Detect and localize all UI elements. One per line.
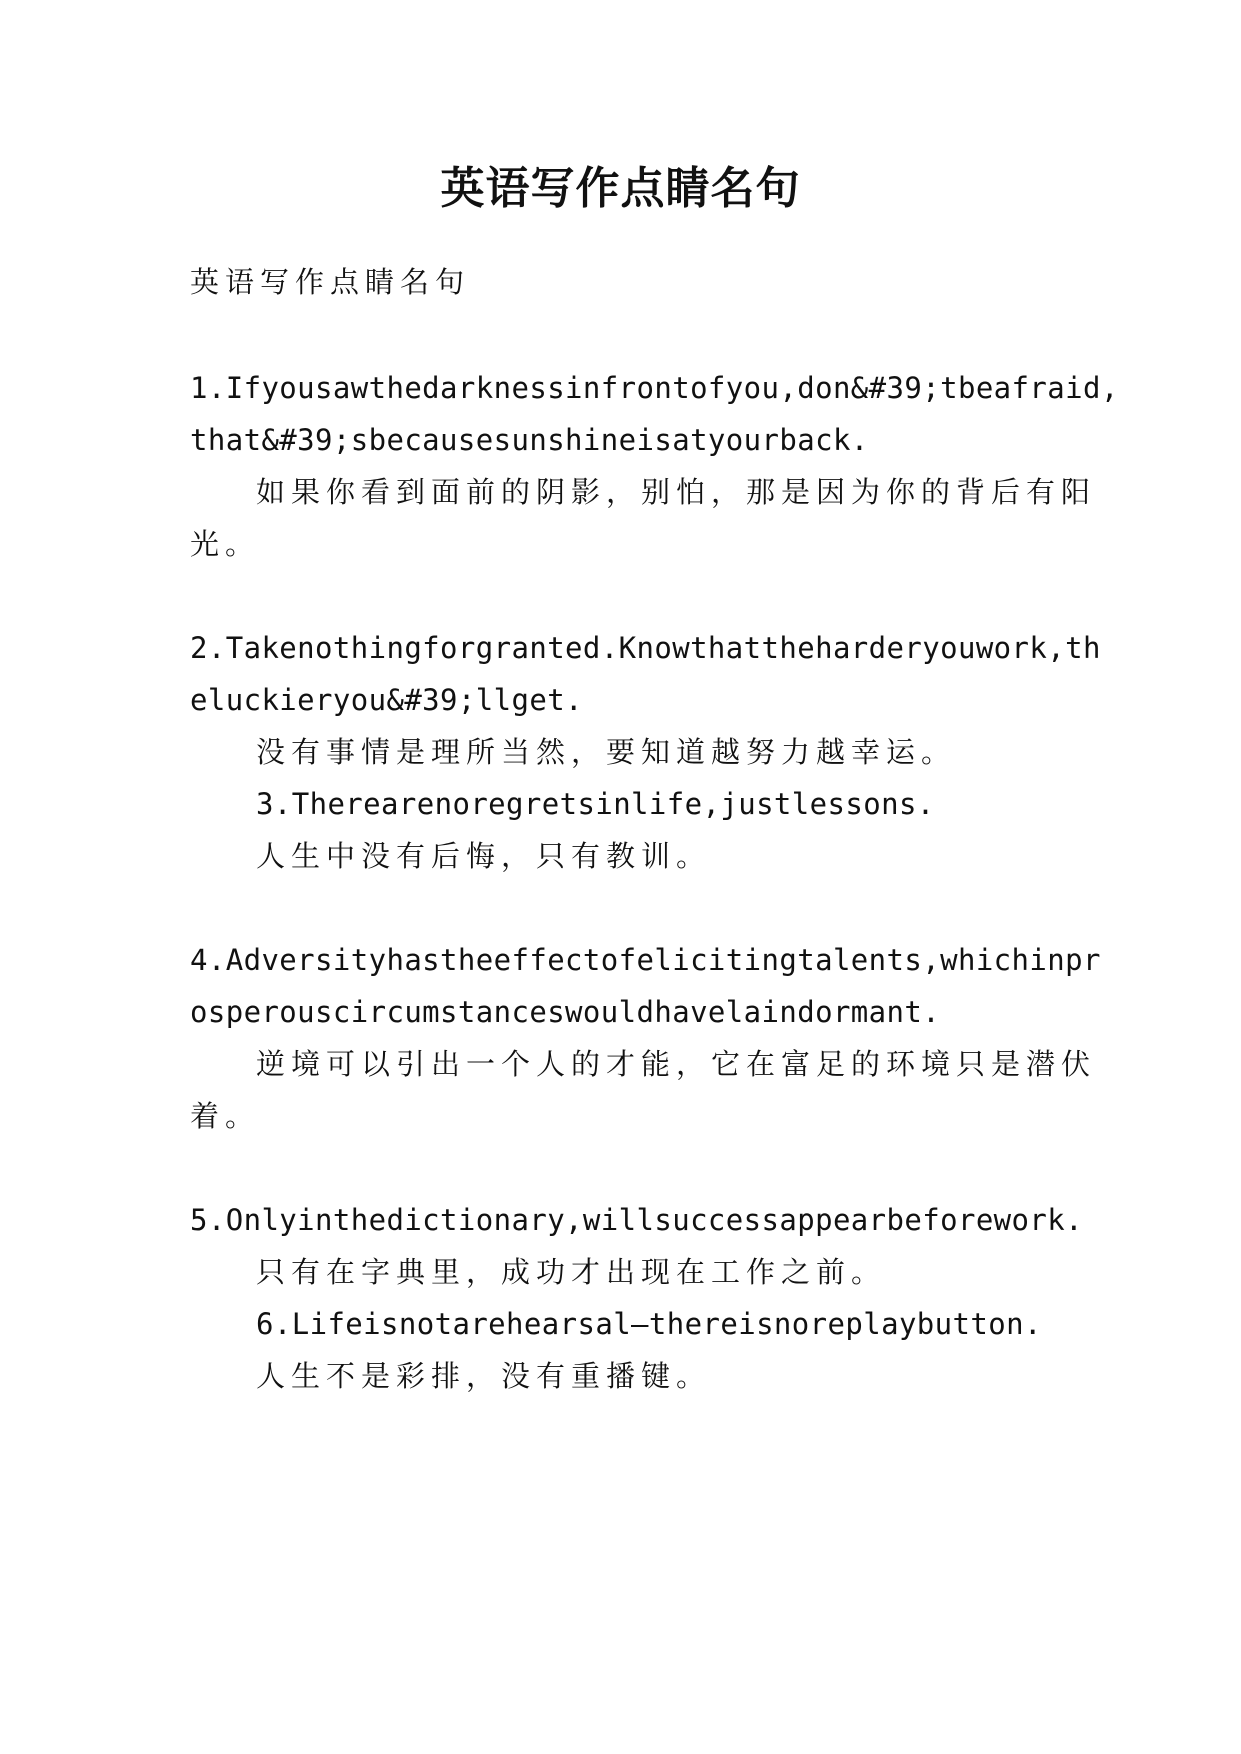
quote-6-en: 6.Lifeisnotarehearsal—thereisnoreplaybutton.: [256, 1307, 1042, 1341]
document-title: 英语写作点睛名句: [440, 163, 801, 214]
quote-6-cn: 人生不是彩排，没有重播键。: [256, 1359, 712, 1393]
quote-1-cn-line-2: 光。: [190, 527, 261, 561]
quote-1-en-line-2: that&#39;sbecausesunshineisatyourback.: [190, 423, 869, 457]
quote-1-en-line-1: 1.Ifyousawthedarknessinfrontofyou,don&#39;tbeafraid,: [190, 371, 1119, 405]
quote-3-en: 3.Therearenoregretsinlife,justlessons.: [256, 787, 935, 821]
quote-5-en: 5.Onlyinthedictionary,willsuccessappearbeforework.: [190, 1203, 1083, 1237]
quote-2-en-line-1: 2.Takenothingforgranted.Knowthattheharderyouwork,th: [190, 631, 1101, 665]
quote-4-en-line-2: osperouscircumstanceswouldhavelaindormant.: [190, 995, 941, 1029]
quote-1-cn-line-1: 如果你看到面前的阴影，别怕，那是因为你的背后有阳: [256, 475, 1097, 509]
quote-2-cn: 没有事情是理所当然，要知道越努力越幸运。: [256, 735, 957, 769]
quote-4-cn-line-2: 着。: [190, 1099, 261, 1133]
quote-2-en-line-2: eluckieryou&#39;llget.: [190, 683, 583, 717]
quote-3-cn: 人生中没有后悔，只有教训。: [256, 839, 712, 873]
subtitle: 英语写作点睛名句: [190, 265, 471, 299]
quote-4-en-line-1: 4.Adversityhastheeffectofelicitingtalents,whichinpr: [190, 943, 1101, 977]
quote-4-cn-line-1: 逆境可以引出一个人的才能，它在富足的环境只是潜伏: [256, 1047, 1097, 1081]
quote-5-cn: 只有在字典里，成功才出现在工作之前。: [256, 1255, 887, 1289]
